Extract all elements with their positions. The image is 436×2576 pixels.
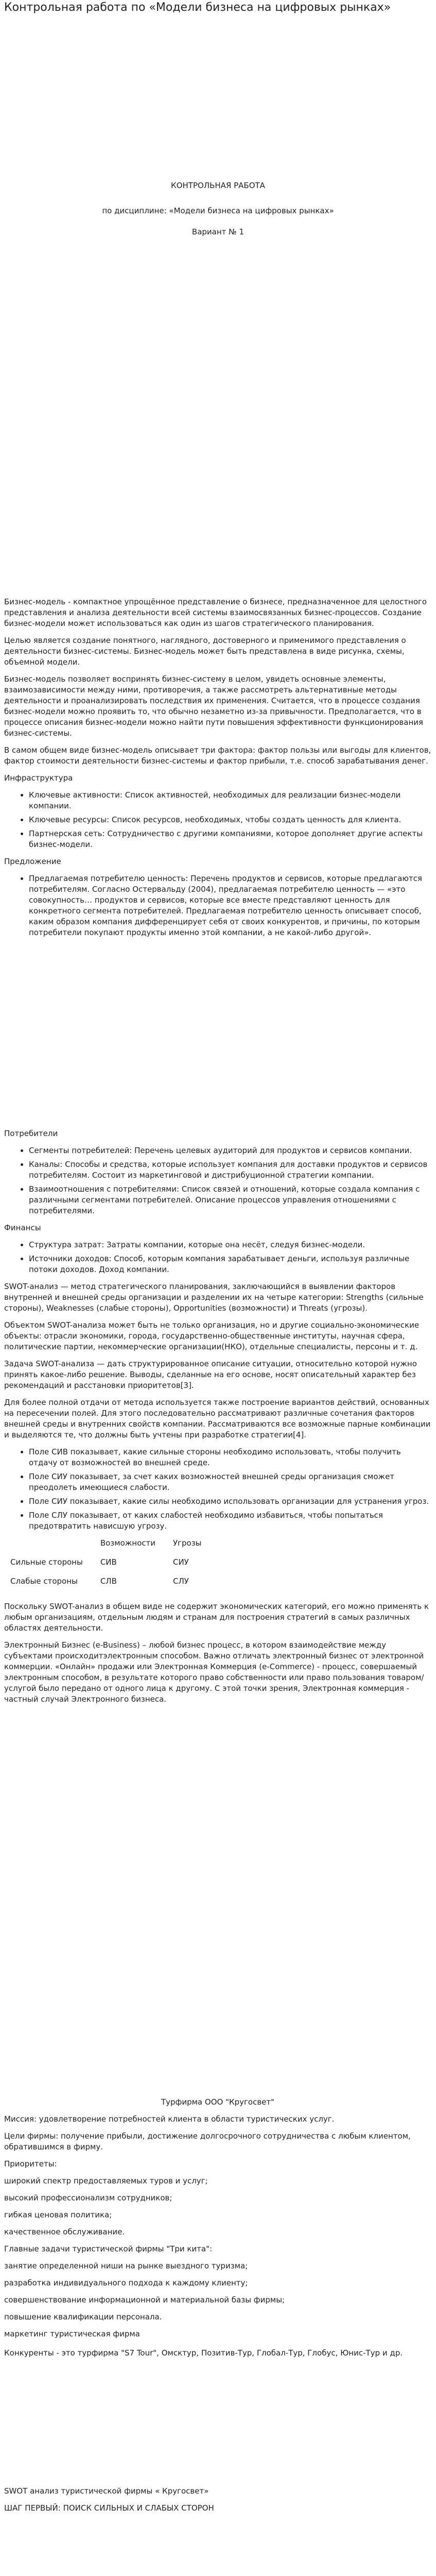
task-item: занятие определенной ниши на рынке выездного туризма; bbox=[4, 2261, 248, 2270]
finance-label: Финансы bbox=[4, 1223, 41, 1232]
matrix-cell-siv: СИВ bbox=[100, 1557, 117, 1567]
swot-paragraph: Для более полной отдачи от метода используется также построение вариантов действий, основанных на пересечении полей. Для этого последовательно рассматривают различные сочетания факторов внешней среды и внутренних свойств компании. Рассматриваются все возможные парные комбинации и выделяются те, что должны быть учтены при разработке стратегии[4]. bbox=[4, 1398, 431, 1439]
priorities-label: Приоритеты: bbox=[4, 2159, 57, 2168]
intro-paragraph: Целью является создание понятного, наглядного, достоверного и применимого представления о деятельности бизнес-системы. Бизнес-модель может быть представлена в виде рисунка, схемы, объемной модели. bbox=[4, 636, 406, 667]
matrix-cell-slu: СЛУ bbox=[172, 1577, 189, 1586]
company-goals: Цели фирмы: получение прибыли, достижение долгосрочного сотрудничества с любым клиентом, обратившимся в фирму. bbox=[4, 2131, 411, 2151]
matrix-row-weaknesses: Слабые стороны bbox=[10, 1577, 78, 1586]
list-item: • Ключевые активности: Список активностей, необходимых для реализации бизнес-модели компании. bbox=[29, 790, 431, 811]
step-1: ШАГ ПЕРВЫЙ: ПОИСК СИЛЬНЫХ И СЛАБЫХ СТОРОН bbox=[4, 2503, 214, 2513]
intro-paragraph: В самом общем виде бизнес-модель описывает три фактора: фактор пользы или выгоды для клиентов, фактор стоимости деятельности бизнес-системы и фактор прибыли, т.е. способ зарабатывания денег. bbox=[4, 745, 431, 766]
table-row bbox=[4, 1538, 213, 1557]
list-item: • Каналы: Способы и средства, которые использует компания для доставки продуктов и сервисов потребителям. Состоит из маркетинговой и дистрибуционной стратегии компании. bbox=[29, 1159, 431, 1181]
ecommerce-paragraph: Электронный Бизнес (e-Business) – любой бизнес процесс, в котором взаимодействие между субъектами происходитэлектронным способом. Важно отличать электронный бизнес от электронной коммерции. «Онлайн» продажи или Электронная Коммерция (e-Commerce) - процесс, совершаемый электронным способом, в результате которого право собственности или право пользования товаром/услугой было передано от одного лица к другому. С этой точки зрения, Электронная коммерция - частный случай Электронного бизнеса. bbox=[4, 1640, 424, 1704]
consumers-label: Потребители bbox=[4, 1129, 58, 1138]
consumers-list bbox=[4, 1145, 431, 1216]
offer-list bbox=[4, 873, 431, 938]
matrix-row-strengths: Сильные стороны bbox=[10, 1557, 83, 1567]
intro-paragraph: Бизнес-модель позволяет воспринять бизнес-систему в целом, увидеть основные элементы, взаимозависимости между ними, противоречия, а также рассмотреть альтернативные методы деятельности и проанализировать последствия их применения. Считается, что в процессе создания бизнес-модели можно проявить то, что обычно незаметно из-за привычности. Предполагается, что в процессе описания бизнес-модели можно найти пути повышения эффективности функционирования бизнес-системы. bbox=[4, 674, 424, 738]
list-item: • Поле СЛУ показывает, от каких слабостей необходимо избавиться, чтобы попытаться предотвратить нависшую угрозу. bbox=[29, 1510, 431, 1532]
table-row bbox=[4, 1557, 213, 1576]
ecommerce-paragraph: Поскольку SWOT-анализ в общем виде не содержит экономических категорий, его можно применять к любым организациям, отдельным людям и странам для построения стратегий в самых различных областях деятельности. bbox=[4, 1602, 429, 1633]
priority-item: высокий профессионализм сотрудников; bbox=[4, 2193, 172, 2202]
list-item: • Взаимоотношения с потребителями: Список связей и отношений, которые создала компания с различными сегментами потребителей. Описание процессов управления отношениями с потребителями. bbox=[29, 1184, 431, 1216]
swot-paragraph: Задача SWOT-анализа — дать структурированное описание ситуации, относительно которой нужно принять какое-либо решение. Выводы, сделанные на его основе, носят описательный характер без рекомендаций и расстановки приоритетов[3]. bbox=[4, 1359, 417, 1390]
swot-paragraph: SWOT-анализ — метод стратегического планирования, заключающийся в выявлении факторов внутренней и внешней среды организации и разделении их на четыре категории: Strengths (сильные стороны), Weaknesses (слабые стороны), Opportunities (возможности) и Threats (угрозы). bbox=[4, 1282, 424, 1313]
steps-heading: SWOT анализ туристической фирмы « Кругосвет» bbox=[4, 2486, 209, 2496]
task-item: разработка индивидуального подхода к каждому клиенту; bbox=[4, 2278, 248, 2287]
list-item: • Сегменты потребителей: Перечень целевых аудиторий для продуктов и сервисов компании. bbox=[29, 1145, 431, 1156]
intro-paragraph: Бизнес-модель - компактное упрощённое представление о бизнесе, предназначенное для целостного представления и анализа деятельности всей системы взаимосвязанных бизнес-процессов. Создание бизнес-модели может использоваться как один из шагов стратегического планирования. bbox=[4, 597, 427, 628]
priority-item: широкий спектр предоставляемых туров и услуг; bbox=[4, 2176, 208, 2185]
swot-paragraph: Объектом SWOT-анализа может быть не только организация, но и другие социально-экономические объекты: отрасли экономики, города, государственно-общественные институты, научная сфера, политические партии, некоммерческие организации(НКО), отдельные специалисты, персоны и т. д. bbox=[4, 1320, 420, 1351]
offer-label: Предложение bbox=[4, 857, 61, 866]
matrix-cell-siu: СИУ bbox=[172, 1557, 189, 1567]
finance-list bbox=[4, 1240, 431, 1275]
infrastructure-label: Инфраструктура bbox=[4, 773, 73, 783]
company-section bbox=[4, 2097, 431, 2365]
list-item: • Поле СИВ показывает, какие сильные стороны необходимо использовать, чтобы получить отдачу от возможностей во внешней среде. bbox=[29, 1447, 431, 1468]
matrix-header-opportunities: Возможности bbox=[100, 1538, 155, 1548]
list-item: • Ключевые ресурсы: Список ресурсов, необходимых, чтобы создать ценность для клиента. bbox=[29, 815, 431, 825]
business-model-section bbox=[4, 597, 431, 944]
swot-steps-section bbox=[4, 2486, 431, 2520]
swot-matrix bbox=[4, 1538, 213, 1595]
title-page-block bbox=[0, 180, 436, 252]
swot-fields-list bbox=[4, 1447, 431, 1532]
task-item: совершенствование информационной и материальной базы фирмы; bbox=[4, 2295, 285, 2304]
list-item: • Источники доходов: Способ, которым компания зарабатывает деньги, используя различные потоки доходов. Доход компании. bbox=[29, 1253, 431, 1275]
title-variant: Вариант № 1 bbox=[191, 227, 245, 236]
tasks-label: Главные задачи туристической фирмы "Три кита": bbox=[4, 2244, 213, 2253]
page-title: Контрольная работа по «Модели бизнеса на цифровых рынках» bbox=[4, 1, 391, 14]
competitors-text: Конкуренты - это турфирма "S7 Tour", Омсктур, Позитив-Тур, Глобал-Тур, Глобус, Юнис-Тур и др. bbox=[4, 2348, 403, 2358]
matrix-header-threats: Угрозы bbox=[172, 1538, 202, 1548]
infrastructure-list bbox=[4, 790, 431, 850]
list-item: • Партнерская сеть: Сотрудничество с другими компаниями, которое дополняет другие аспекты бизнес-модели. bbox=[29, 828, 431, 850]
task-item: маркетинг туристическая фирма bbox=[4, 2329, 140, 2338]
list-item: • Структура затрат: Затраты компании, которые она несёт, следуя бизнес-модели. bbox=[29, 1240, 431, 1250]
table-row bbox=[4, 1576, 213, 1595]
list-item: • Предлагаемая потребителю ценность: Перечень продуктов и сервисов, которые предлагаются потребителям. Согласно Остервальду (2004), предлагаемая потребителю ценность — «это совокупность… продуктов и сервисов, которые все вместе представляют ценность для конкретного сегмента потребителей. Предлагаемая потребителю ценность описывает способ, каким образом компания дифференцирует себя от своих конкурентов, и причины, по которым потребители покупают продукты именно этой компании, а не какой-либо другой». bbox=[29, 873, 431, 938]
list-item: • Поле СИУ показывает, за счет каких возможностей внешней среды организация сможет преодолеть имеющиеся слабости. bbox=[29, 1471, 431, 1493]
company-title: Турфирма ООО "Кругосвет" bbox=[161, 2097, 275, 2107]
priority-item: качественное обслуживание. bbox=[4, 2227, 125, 2236]
consumers-finance-section bbox=[4, 1128, 431, 1711]
title-discipline: по дисциплине: «Модели бизнеса на цифровых рынках» bbox=[102, 206, 334, 215]
task-item: повышение квалификации персонала. bbox=[4, 2312, 162, 2321]
matrix-cell-slv: СЛВ bbox=[100, 1577, 117, 1586]
list-item: • Поле СИУ показывает, какие силы необходимо использовать организации для устранения угроз. bbox=[29, 1496, 431, 1507]
priority-item: гибкая ценовая политика; bbox=[4, 2210, 112, 2219]
title-heading: КОНТРОЛЬНАЯ РАБОТА bbox=[171, 181, 265, 190]
matrix-corner bbox=[4, 1538, 94, 1557]
company-mission: Миссия: удовлетворение потребностей клиента в области туристических услуг. bbox=[4, 2114, 335, 2124]
